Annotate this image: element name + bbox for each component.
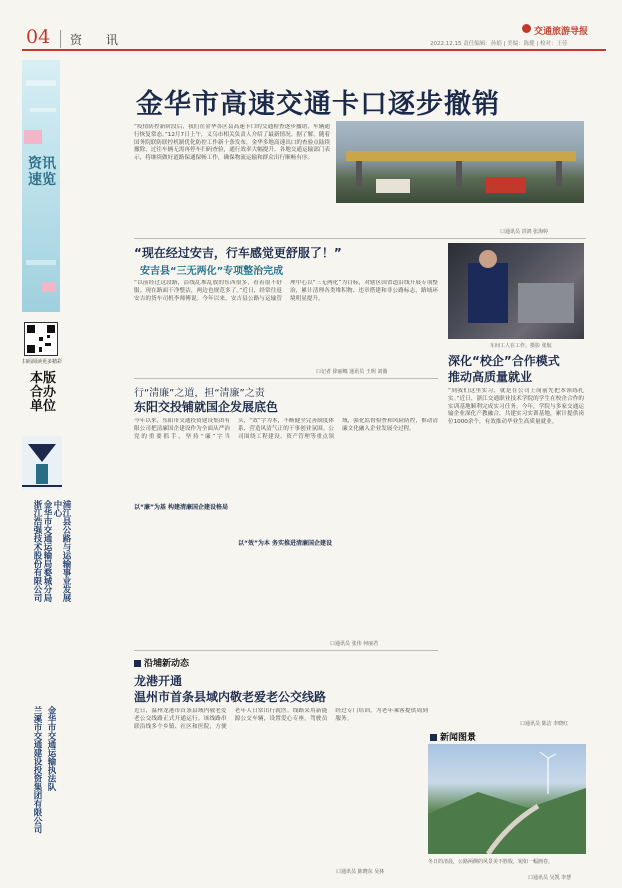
section-divider — [134, 238, 586, 239]
sponsor-3: 浙江浩强技术股份有限公司 — [32, 500, 42, 602]
anji-headline: “现在经过安吉，行车感觉更舒服了！” — [134, 246, 342, 260]
dongyang-credit: 口通讯员 张伟 何丽君 — [330, 641, 379, 647]
news-brief-headline: 温州市首条县域内敬老爱老公交线路 — [134, 690, 327, 704]
news-landscape-photo — [428, 744, 586, 854]
dongyang-headline: 东阳交投铺就国企发展底色 — [134, 400, 279, 414]
sponsor-4: 金华市交通运输执法队 — [46, 706, 56, 791]
dongyang-subhead-1: 以“廉”为基 构建清廉国企建设格局 — [134, 504, 228, 511]
dongyang-kicker: 行“清廉”之道，担“清廉”之责 — [134, 388, 265, 399]
brand-logo-icon — [522, 24, 531, 33]
news-pic-credit: 口通讯员 吴凯 李慧 — [528, 875, 572, 881]
brand-name: 交通旅游导报 — [534, 27, 589, 37]
news-pic-caption: 冬日的清晨，公路两侧的风景美不胜收，宛如一幅画卷。 — [428, 859, 554, 865]
news-brief-credit: 口通讯员 陈晓东 吴林 — [336, 869, 385, 875]
workshop-photo — [448, 243, 584, 339]
section-divider — [134, 378, 438, 379]
dongyang-body-col1 — [134, 512, 230, 636]
school-subheadline: 推动高质量就业 — [448, 370, 533, 384]
anji-body: “以前经过这段路，沿线乱堆乱放的东西很多，看着很不舒服。现在路面干净整洁，两边也规范多了。”近日，经常往返安吉的货车司机李师傅说。今年以来，安吉县公路与运输管理中心以“三无两化”为目标，对辖区国省道沿线开展专项整治，累计清理各类堆积物、违章搭建和非公路标志，路域环境明显提升。 — [134, 280, 438, 302]
header-rule — [22, 49, 606, 51]
qr-code-icon[interactable] — [24, 322, 58, 356]
news-brief-label: 沿埔新动态 — [134, 656, 189, 669]
cohost-title: 本版合办单位 — [29, 371, 56, 414]
sponsor-1: 浦江县公路与运输事业发展中心 — [52, 500, 71, 602]
news-brief-body: 近日，温州龙港市首条县域内敬老爱老公交线路正式开通运行。该线路串联沿线多个乡镇、社区和医院，方便老年人日常出行就医。线路采用新能源公交车辆，设置爱心专座，驾驶员经过专门培训，为老年乘客提供周到服务。 — [134, 708, 428, 730]
header-divider — [60, 30, 61, 48]
dongyang-body: 今年以来，东阳市交通投资建设集团有限公司把清廉国企建设作为全面从严治党的重要抓手，坚持“廉”字当头，“效”字为本，不断健全完善制度体系，营造风清气正的干事创业氛围。公司围绕工程建设、资产管理等重点领域，强化监督检查和风险防控，推动清廉文化融入企业发展全过程。 — [134, 418, 438, 440]
school-credit: 口通讯员 陈洁 李晓红 — [520, 721, 569, 727]
section-divider — [134, 650, 438, 651]
school-body: “到我们这里实习，就是在公司上岗前先把本领练扎实。”近日，浙江交通职业技术学院的学生在校企合作的实训基地顺利完成实习任务。今年，学院与多家交通运输企业深化产教融合，共建实习实训基地，累计提供岗位1000余个，有效推动毕业生高质量就业。 — [448, 388, 584, 426]
dateline: 2022.12.15 责任编辑：孙娟 | 美编：陈健 | 校对：王佳 — [430, 41, 568, 47]
page-header — [0, 0, 622, 52]
sidebar-column-name: 资讯速览 — [28, 156, 56, 188]
school-headline: 深化“校企”合作模式 — [448, 354, 560, 368]
qr-label: 扫码阅读更多精彩 — [21, 359, 62, 365]
dongyang-subhead-2: 以“效”为本 务实推进清廉国企建设 — [238, 540, 332, 547]
anji-credit: 口记者 徐丽娜 通讯员 王明 刘薇 — [316, 369, 388, 375]
lead-photo-caption: 口通讯员 洪鸿 张海婷 — [500, 229, 549, 235]
sponsor-2: 金华市交通运输局婺城分局 — [42, 500, 52, 602]
workshop-caption: 车间工人在工作。摄影 张航 — [490, 343, 552, 349]
news-pic-label: 新闻图景 — [430, 730, 476, 743]
lead-headline: 金华市高速交通卡口逐步撤销 — [136, 89, 500, 120]
sidebar-decoration-icon — [22, 436, 62, 490]
page-number: 04 — [26, 26, 51, 48]
section-name: 资 讯 — [70, 33, 128, 47]
anji-subheadline: 安吉县“三无两化”专项整治完成 — [140, 266, 284, 277]
lead-photo — [336, 121, 584, 203]
sponsor-5: 兰溪市交通建设投资集团有限公司 — [32, 706, 42, 834]
lead-body: “疫情防控新阶段后，我们在金华各区县高速卡口的交通检查逐步撤销，车辆通行恢复常态。”12月7日上午，义乌市相关负责人介绍了最新情况。据了解，随着国务院联防联控机制优化防控工作新十条发布，金华多地高速出口的查验点陆续撤除，过往车辆无需再停车扫码查验，通行效率大幅提升。各地交通运输部门表示，将继续做好道路保通保畅工作，确保物流运输和群众出行顺畅有序。 — [134, 124, 330, 162]
news-brief-kicker: 龙港开通 — [134, 674, 183, 688]
